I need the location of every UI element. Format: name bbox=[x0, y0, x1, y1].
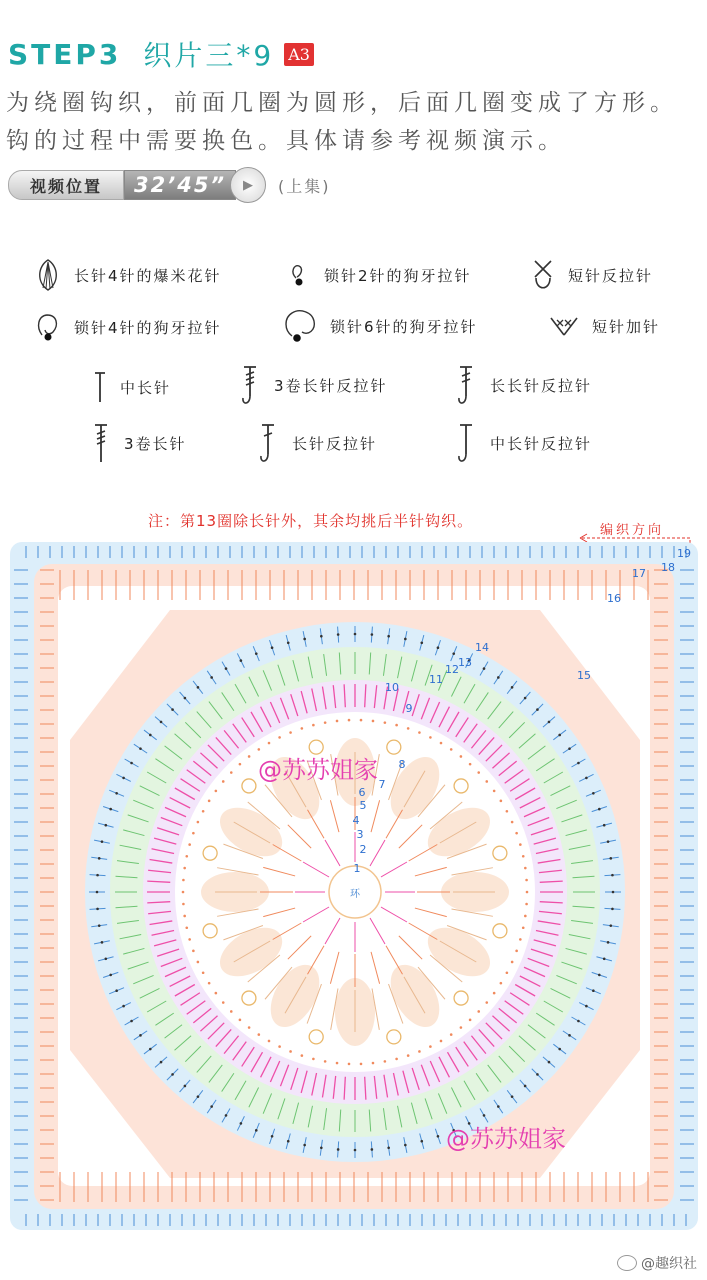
round-8-chain bbox=[215, 790, 218, 793]
round-13-stitch bbox=[122, 1005, 125, 1008]
round-13-stitch bbox=[320, 1146, 323, 1149]
round-13-stitch bbox=[585, 777, 588, 780]
round-8-chain bbox=[239, 1019, 242, 1022]
round-8-chain bbox=[493, 992, 496, 995]
tr-front-post-icon bbox=[456, 364, 478, 406]
round-8-chain bbox=[248, 1026, 251, 1029]
legend-item bbox=[258, 422, 377, 464]
round-number-label: 1 bbox=[353, 862, 361, 875]
round-13-stitch bbox=[524, 697, 527, 700]
round-13-stitch bbox=[585, 1005, 588, 1008]
round-13-stitch bbox=[130, 1020, 133, 1023]
round-8-chain bbox=[500, 800, 503, 803]
round-8-chain bbox=[301, 727, 304, 730]
round-8-chain bbox=[222, 1001, 225, 1004]
round-13-stitch bbox=[592, 792, 595, 795]
round-13-stitch bbox=[354, 633, 357, 636]
round-number-label: 12 bbox=[445, 663, 459, 676]
legend-label: 中长针反拉针 bbox=[490, 434, 593, 453]
round-8-chain bbox=[278, 736, 281, 739]
video-time: 32’45” bbox=[124, 170, 236, 200]
legend-item bbox=[240, 364, 388, 406]
round-13-stitch bbox=[511, 686, 514, 689]
round-8-chain bbox=[384, 721, 387, 724]
round-8-chain bbox=[183, 915, 186, 918]
round-8-chain bbox=[336, 1062, 339, 1065]
round-8-chain bbox=[519, 938, 522, 941]
round-13-stitch bbox=[139, 1034, 142, 1037]
legend-item bbox=[548, 314, 660, 338]
round-13-stitch bbox=[612, 891, 615, 894]
piece-name: 织片三*9 bbox=[143, 39, 275, 72]
watermark-top: @苏苏姐家 bbox=[258, 756, 378, 784]
round-13-stitch bbox=[104, 824, 107, 827]
round-8-chain bbox=[208, 982, 211, 985]
round-8-chain bbox=[460, 1026, 463, 1029]
round-13-stitch bbox=[568, 1034, 571, 1037]
round-13-stitch bbox=[171, 708, 174, 711]
round-13-stitch bbox=[197, 686, 200, 689]
round-13-stitch bbox=[497, 676, 500, 679]
round-8-chain bbox=[268, 742, 271, 745]
round-8-chain bbox=[182, 891, 185, 894]
round-13-stitch bbox=[577, 762, 580, 765]
round-number-label: 5 bbox=[359, 799, 367, 812]
round-13-stitch bbox=[607, 840, 610, 843]
round-13-stitch bbox=[337, 633, 340, 636]
round-13-stitch bbox=[303, 1144, 306, 1147]
round-8-chain bbox=[348, 1063, 351, 1066]
round-8-chain bbox=[188, 938, 191, 941]
round-8-chain bbox=[440, 1040, 443, 1043]
round-8-chain bbox=[519, 843, 522, 846]
round-13-stitch bbox=[303, 638, 306, 641]
round-8-chain bbox=[372, 1062, 375, 1065]
round-8-chain bbox=[485, 1001, 488, 1004]
hdc-front-post-icon bbox=[456, 422, 478, 464]
round-13-stitch bbox=[609, 924, 612, 927]
round-13-stitch bbox=[497, 1105, 500, 1108]
legend-label: 长长针反拉针 bbox=[490, 376, 593, 395]
round-13-stitch bbox=[558, 1048, 561, 1051]
round-13-stitch bbox=[184, 1085, 187, 1088]
footer-credit bbox=[617, 1253, 697, 1273]
round-8-chain bbox=[208, 800, 211, 803]
round-8-chain bbox=[188, 843, 191, 846]
round-13-stitch bbox=[122, 777, 125, 780]
round-13-stitch bbox=[271, 646, 274, 649]
round-8-chain bbox=[525, 879, 528, 882]
round-13-stitch bbox=[96, 891, 99, 894]
round-number-label: 8 bbox=[398, 758, 406, 771]
legend-item bbox=[530, 258, 653, 292]
round-number-label: 18 bbox=[661, 561, 675, 574]
round-8-chain bbox=[384, 1060, 387, 1063]
page-badge: A3 bbox=[284, 43, 314, 66]
chart-canvas bbox=[0, 530, 707, 1250]
credit-text: @趣织社 bbox=[641, 1256, 697, 1272]
round-13-stitch bbox=[197, 1095, 200, 1098]
stitch-legend bbox=[0, 250, 707, 470]
round-8-chain bbox=[418, 1050, 421, 1053]
round-8-chain bbox=[268, 1040, 271, 1043]
round-13-stitch bbox=[149, 1048, 152, 1051]
round-8-chain bbox=[515, 950, 518, 953]
trtr-icon bbox=[92, 422, 112, 464]
round-8-chain bbox=[230, 1010, 233, 1013]
round-8-chain bbox=[222, 780, 225, 783]
legend-label: 锁针6针的狗牙拉针 bbox=[330, 317, 478, 336]
round-13-stitch bbox=[611, 874, 614, 877]
legend-item bbox=[92, 422, 187, 464]
round-8-chain bbox=[407, 727, 410, 730]
round-13-stitch bbox=[437, 646, 440, 649]
round-8-chain bbox=[239, 763, 242, 766]
round-8-chain bbox=[183, 867, 186, 870]
round-13-stitch bbox=[598, 808, 601, 811]
round-8-chain bbox=[526, 891, 529, 894]
legend-item bbox=[92, 370, 171, 404]
round-13-stitch bbox=[611, 908, 614, 911]
round-8-chain bbox=[524, 915, 527, 918]
round-8-chain bbox=[215, 992, 218, 995]
round-8-chain bbox=[506, 971, 509, 974]
round-13-stitch bbox=[210, 676, 213, 679]
round-13-stitch bbox=[96, 874, 99, 877]
legend-label: 锁针2针的狗牙拉针 bbox=[324, 266, 472, 285]
round-8-chain bbox=[418, 731, 421, 734]
round-13-stitch bbox=[598, 974, 601, 977]
round-8-chain bbox=[440, 742, 443, 745]
round-13-stitch bbox=[536, 708, 539, 711]
round-13-stitch bbox=[548, 1061, 551, 1064]
round-8-chain bbox=[360, 719, 363, 722]
round-13-stitch bbox=[404, 638, 407, 641]
step-title bbox=[8, 34, 314, 74]
legend-item bbox=[456, 364, 592, 406]
legend-item bbox=[456, 422, 592, 464]
round-8-chain bbox=[469, 763, 472, 766]
legend-item bbox=[282, 308, 478, 344]
legend-label: 短针反拉针 bbox=[568, 266, 654, 285]
round-13-stitch bbox=[437, 1135, 440, 1138]
round-8-chain bbox=[301, 1054, 304, 1057]
round-8-chain bbox=[185, 926, 188, 929]
round-13-stitch bbox=[320, 635, 323, 638]
legend-label: 3卷长针 bbox=[124, 434, 187, 453]
round-8-chain bbox=[336, 720, 339, 723]
step-label: STEP3 bbox=[8, 37, 122, 71]
round-13-stitch bbox=[287, 641, 290, 644]
legend-item bbox=[288, 262, 472, 288]
round-8-chain bbox=[372, 720, 375, 723]
legend-label: 中长针 bbox=[120, 378, 172, 397]
round-13-stitch bbox=[404, 1144, 407, 1147]
round-8-chain bbox=[429, 1045, 432, 1048]
round-number-label: 10 bbox=[385, 681, 399, 694]
play-icon[interactable]: ▶ bbox=[230, 167, 266, 203]
round-13-stitch bbox=[511, 1095, 514, 1098]
round-13-stitch bbox=[371, 1148, 374, 1151]
round-13-stitch bbox=[483, 667, 486, 670]
round-8-chain bbox=[477, 771, 480, 774]
round-8-chain bbox=[429, 736, 432, 739]
round-8-chain bbox=[324, 721, 327, 724]
round-13-stitch bbox=[130, 762, 133, 765]
round-13-stitch bbox=[149, 734, 152, 737]
round-8-chain bbox=[289, 731, 292, 734]
round-8-chain bbox=[522, 926, 525, 929]
round-8-chain bbox=[395, 724, 398, 727]
round-8-chain bbox=[258, 748, 261, 751]
picot-4-icon bbox=[34, 312, 62, 342]
round-8-chain bbox=[197, 961, 200, 964]
round-13-stitch bbox=[452, 652, 455, 655]
picot-2-icon bbox=[288, 262, 312, 288]
round-13-stitch bbox=[603, 824, 606, 827]
round-8-chain bbox=[289, 1050, 292, 1053]
watermark-bottom: @苏苏姐家 bbox=[446, 1125, 566, 1153]
sc-increase-icon bbox=[548, 314, 580, 338]
trtr-front-post-icon bbox=[240, 364, 262, 406]
round-8-chain bbox=[450, 748, 453, 751]
description: 为绕圈钩织，前面几圈为圆形，后面几圈变成了方形。钩的过程中需要换色。具体请参考视频演示。 bbox=[6, 90, 678, 154]
round-8-chain bbox=[230, 771, 233, 774]
round-8-chain bbox=[525, 903, 528, 906]
crochet-chart bbox=[0, 530, 707, 1250]
video-part: (上集) bbox=[278, 176, 331, 196]
round-13-stitch bbox=[420, 641, 423, 644]
round-13-stitch bbox=[536, 1073, 539, 1076]
round-8-chain bbox=[182, 879, 185, 882]
round-13-stitch bbox=[609, 857, 612, 860]
round-13-stitch bbox=[603, 957, 606, 960]
round-number-label: 4 bbox=[352, 814, 360, 827]
round-13-stitch bbox=[337, 1148, 340, 1151]
legend-item bbox=[34, 312, 222, 342]
round-13-stitch bbox=[184, 697, 187, 700]
round-8-chain bbox=[500, 982, 503, 985]
round-13-stitch bbox=[160, 1061, 163, 1064]
round-number-label: 15 bbox=[577, 669, 591, 682]
round-8-chain bbox=[278, 1045, 281, 1048]
round-13-stitch bbox=[96, 908, 99, 911]
round-13-stitch bbox=[287, 1140, 290, 1143]
round-13-stitch bbox=[371, 633, 374, 636]
round-13-stitch bbox=[171, 1073, 174, 1076]
round-number-label: 3 bbox=[356, 828, 364, 841]
round-number-label: 7 bbox=[378, 778, 386, 791]
legend-label: 短针加针 bbox=[592, 317, 661, 336]
round-8-chain bbox=[202, 810, 205, 813]
legend-label: 锁针4针的狗牙拉针 bbox=[74, 318, 222, 337]
round-number-label: 17 bbox=[632, 567, 646, 580]
legend-item bbox=[34, 258, 222, 292]
sc-front-post-icon bbox=[530, 258, 556, 292]
hdc-icon bbox=[92, 370, 108, 404]
round-13-stitch bbox=[210, 1105, 213, 1108]
round-8-chain bbox=[185, 855, 188, 858]
round-13-stitch bbox=[524, 1085, 527, 1088]
round-8-chain bbox=[258, 1033, 261, 1036]
popcorn-stitch-icon bbox=[34, 258, 62, 292]
round-number-label: 2 bbox=[359, 843, 367, 856]
round-13-stitch bbox=[225, 667, 228, 670]
legend-label: 长针反拉针 bbox=[292, 434, 378, 453]
round-8-chain bbox=[515, 832, 518, 835]
round-8-chain bbox=[202, 971, 205, 974]
round-13-stitch bbox=[139, 747, 142, 750]
legend-label: 长针4针的爆米花针 bbox=[74, 266, 222, 285]
round-8-chain bbox=[312, 1058, 315, 1061]
round-number-label: 16 bbox=[607, 592, 621, 605]
round-13-stitch bbox=[420, 1140, 423, 1143]
start-ring-label: 环 bbox=[350, 889, 360, 900]
round-13-stitch bbox=[483, 1114, 486, 1117]
round-8-chain bbox=[522, 855, 525, 858]
round-8-chain bbox=[469, 1019, 472, 1022]
round-13-stitch bbox=[160, 721, 163, 724]
round-8-chain bbox=[493, 790, 496, 793]
round-13-stitch bbox=[271, 1135, 274, 1138]
round-8-chain bbox=[477, 1010, 480, 1013]
round-8-chain bbox=[524, 867, 527, 870]
round-8-chain bbox=[460, 755, 463, 758]
round-13-stitch bbox=[109, 808, 112, 811]
round-13-stitch bbox=[104, 957, 107, 960]
round-13-stitch bbox=[558, 734, 561, 737]
chart-note: 注：第13圈除长针外，其余均挑后半针钩织。 bbox=[148, 512, 474, 530]
round-13-stitch bbox=[255, 652, 258, 655]
round-8-chain bbox=[395, 1058, 398, 1061]
round-8-chain bbox=[192, 832, 195, 835]
round-13-stitch bbox=[101, 941, 104, 944]
round-8-chain bbox=[450, 1033, 453, 1036]
round-13-stitch bbox=[568, 747, 571, 750]
round-8-chain bbox=[182, 903, 185, 906]
round-13-stitch bbox=[225, 1114, 228, 1117]
round-13-stitch bbox=[98, 924, 101, 927]
round-13-stitch bbox=[387, 635, 390, 638]
round-8-chain bbox=[324, 1060, 327, 1063]
round-number-label: 6 bbox=[358, 786, 366, 799]
round-13-stitch bbox=[109, 974, 112, 977]
round-8-chain bbox=[248, 755, 251, 758]
video-label: 视频位置 bbox=[8, 170, 124, 200]
round-8-chain bbox=[511, 821, 514, 824]
direction-label: 编织方向 bbox=[600, 523, 665, 538]
round-number-label: 9 bbox=[405, 702, 413, 715]
round-13-stitch bbox=[354, 1149, 357, 1152]
round-13-stitch bbox=[115, 989, 118, 992]
round-8-chain bbox=[485, 780, 488, 783]
round-13-stitch bbox=[577, 1020, 580, 1023]
round-13-stitch bbox=[98, 857, 101, 860]
round-13-stitch bbox=[607, 941, 610, 944]
round-number-label: 11 bbox=[429, 673, 443, 686]
round-13-stitch bbox=[592, 989, 595, 992]
round-13-stitch bbox=[387, 1146, 390, 1149]
round-13-stitch bbox=[548, 721, 551, 724]
round-13-stitch bbox=[101, 840, 104, 843]
round-8-chain bbox=[360, 1063, 363, 1066]
round-13-stitch bbox=[115, 792, 118, 795]
round-8-chain bbox=[511, 961, 514, 964]
round-8-chain bbox=[197, 821, 200, 824]
round-8-chain bbox=[506, 810, 509, 813]
legend-label: 3卷长针反拉针 bbox=[274, 376, 388, 395]
round-8-chain bbox=[312, 724, 315, 727]
round-13-stitch bbox=[240, 1122, 243, 1125]
round-8-chain bbox=[407, 1054, 410, 1057]
round-8-chain bbox=[348, 719, 351, 722]
dc-front-post-icon bbox=[258, 422, 280, 464]
video-position-bar[interactable] bbox=[8, 170, 331, 200]
round-number-label: 19 bbox=[677, 547, 691, 560]
round-number-label: 13 bbox=[458, 656, 472, 669]
round-number-label: 14 bbox=[475, 641, 489, 654]
weibo-icon bbox=[617, 1255, 637, 1271]
round-13-stitch bbox=[240, 659, 243, 662]
picot-6-icon bbox=[282, 308, 318, 344]
round-8-chain bbox=[192, 950, 195, 953]
round-13-stitch bbox=[255, 1129, 258, 1132]
